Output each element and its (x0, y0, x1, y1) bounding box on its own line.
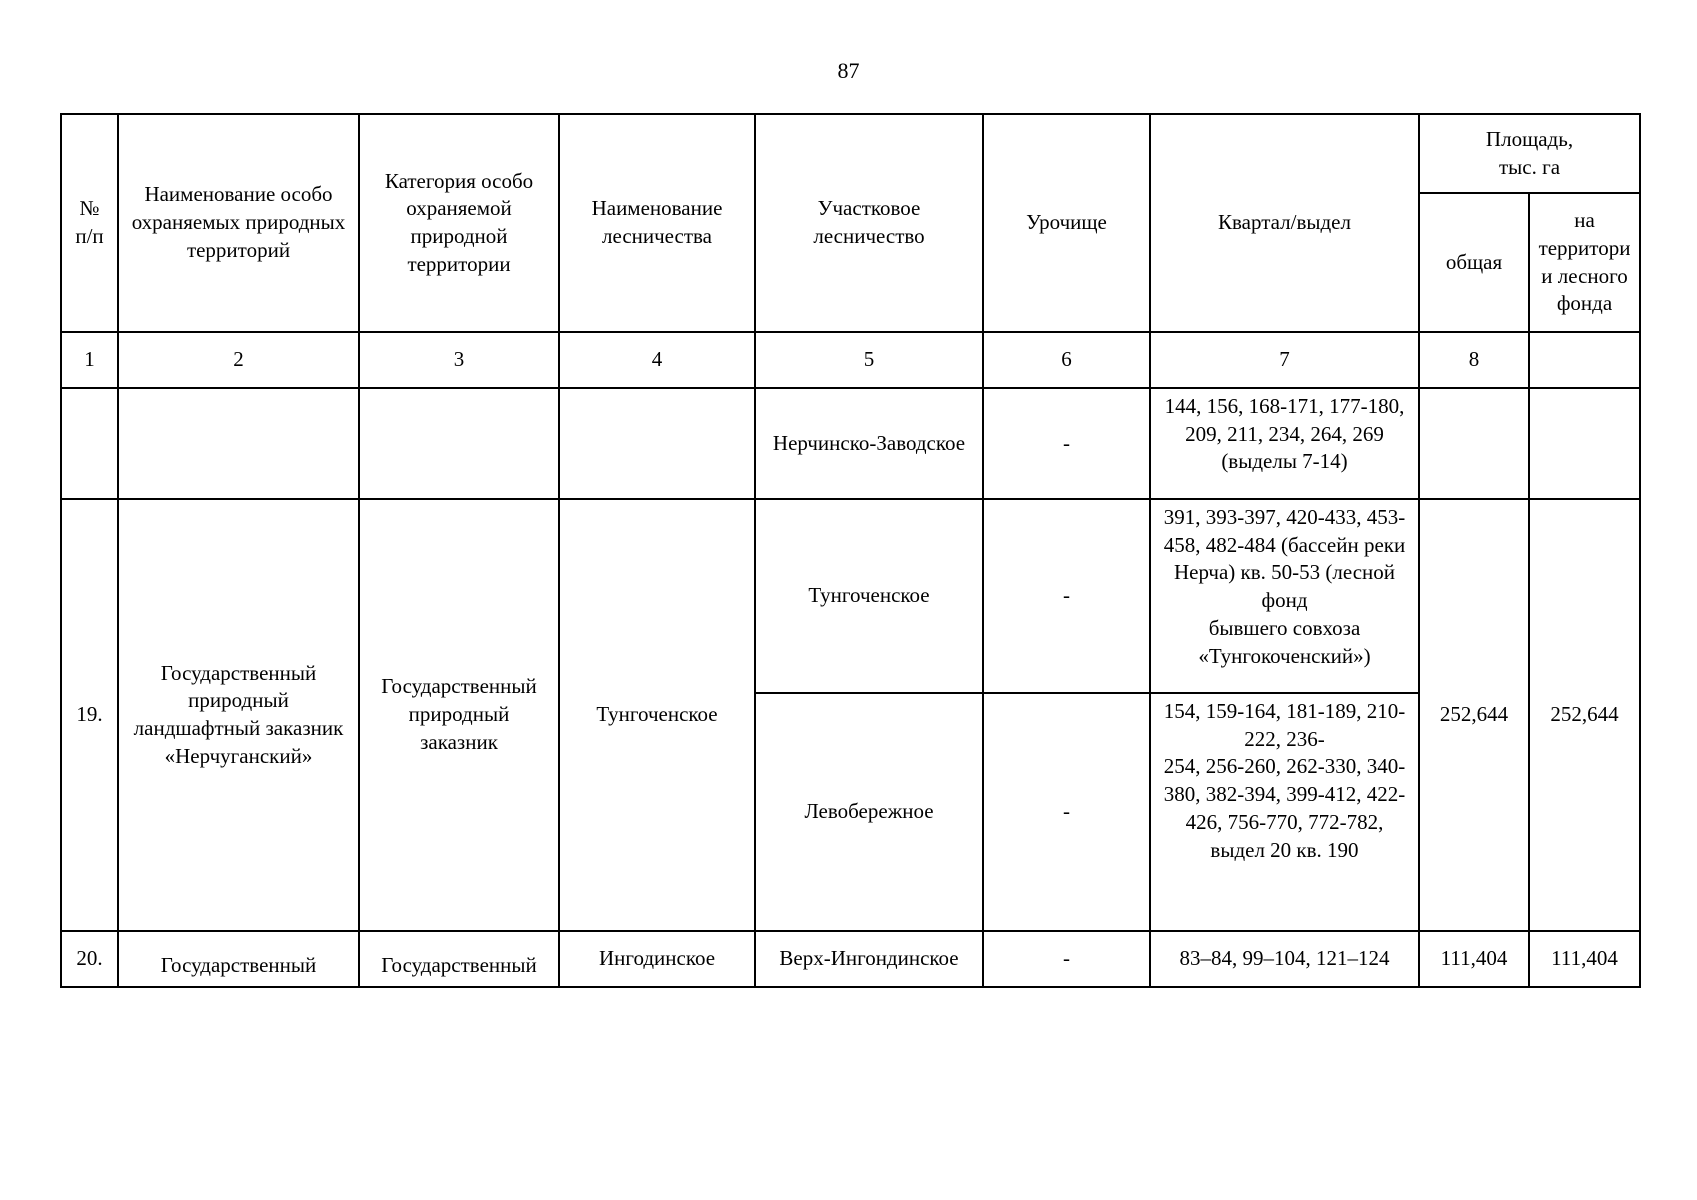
column-number: 7 (1150, 332, 1419, 388)
header-sub-forestry: Участковое лесничество (755, 114, 983, 332)
sub-forestry-cell: Левобережное (755, 693, 983, 931)
header-forestry: Наименование лесничества (559, 114, 755, 332)
quarter-cell: 391, 393-397, 420-433, 453- 458, 482-484 (бассейн реки Нерча) кв. 50-53 (лесной фонд бывшего совхоза «Тунгокоченский») (1150, 499, 1419, 693)
area-category-cell: Государственный природный заказник (359, 499, 559, 931)
tract-cell: - (983, 931, 1150, 987)
empty-cell (1529, 388, 1640, 499)
tract-cell: - (983, 388, 1150, 499)
table-row (61, 388, 1640, 499)
area-total-cell: 252,644 (1419, 499, 1529, 931)
column-number: 2 (118, 332, 359, 388)
forestry-cell: Ингодинское (559, 931, 755, 987)
table-row (61, 931, 1640, 987)
row-number-cell: 19. (61, 499, 118, 931)
area-total-cell: 111,404 (1419, 931, 1529, 987)
empty-cell (559, 388, 755, 499)
quarter-cell: 144, 156, 168-171, 177-180, 209, 211, 234, 264, 269 (выделы 7-14) (1150, 388, 1419, 499)
area-name-cell: Государственный (118, 931, 359, 987)
header-number: № п/п (61, 114, 118, 332)
column-number: 6 (983, 332, 1150, 388)
header-row (61, 114, 1640, 193)
quarter-cell: 83–84, 99–104, 121–124 (1150, 931, 1419, 987)
header-area-forest-fund: на территори и лесного фонда (1529, 193, 1640, 332)
header-tract: Урочище (983, 114, 1150, 332)
column-number: 8 (1419, 332, 1529, 388)
column-number: 4 (559, 332, 755, 388)
empty-cell (118, 388, 359, 499)
header-area-group: Площадь, тыс. га (1419, 114, 1640, 193)
header-area-category: Категория особо охраняемой природной территории (359, 114, 559, 332)
tract-cell: - (983, 499, 1150, 693)
column-number (1529, 332, 1640, 388)
column-number: 3 (359, 332, 559, 388)
row-number-cell: 20. (61, 931, 118, 987)
empty-cell (359, 388, 559, 499)
header-area-name: Наименование особо охраняемых природных территорий (118, 114, 359, 332)
area-name-cell: Государственный природный ландшафтный заказник «Нерчуганский» (118, 499, 359, 931)
forestry-cell: Тунгоченское (559, 499, 755, 931)
table-row (61, 499, 1640, 693)
area-forest-fund-cell: 252,644 (1529, 499, 1640, 931)
header-quarter: Квартал/выдел (1150, 114, 1419, 332)
sub-forestry-cell: Верх-Ингондинское (755, 931, 983, 987)
area-forest-fund-cell: 111,404 (1529, 931, 1640, 987)
area-category-cell: Государственный (359, 931, 559, 987)
page-number: 87 (837, 58, 860, 83)
column-numbers-row (61, 332, 1640, 388)
empty-cell (61, 388, 118, 499)
sub-forestry-cell: Нерчинско-Заводское (755, 388, 983, 499)
column-number: 5 (755, 332, 983, 388)
column-number: 1 (61, 332, 118, 388)
protected-areas-table (60, 113, 1641, 988)
empty-cell (1419, 388, 1529, 499)
tract-cell: - (983, 693, 1150, 931)
quarter-cell: 154, 159-164, 181-189, 210- 222, 236- 254, 256-260, 262-330, 340- 380, 382-394, 399-412, 422- 426, 756-770, 772-782, выдел 20 кв. 190 (1150, 693, 1419, 931)
header-area-total: общая (1419, 193, 1529, 332)
sub-forestry-cell: Тунгоченское (755, 499, 983, 693)
